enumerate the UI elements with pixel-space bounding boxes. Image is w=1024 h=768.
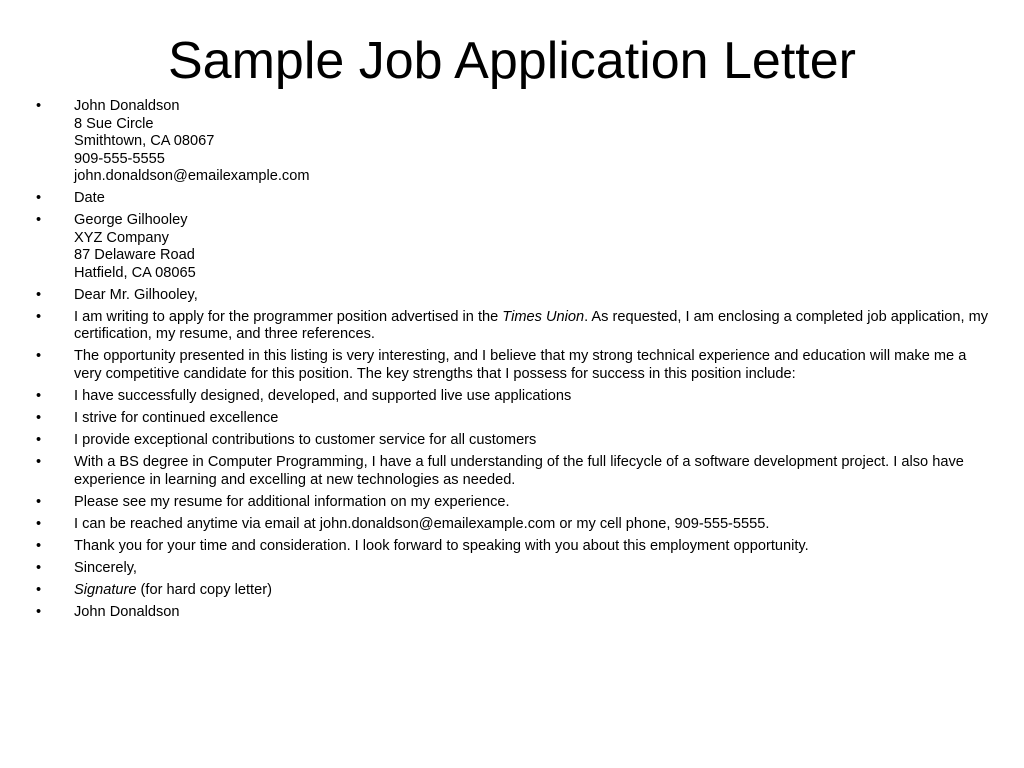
list-item-sender-address bbox=[36, 98, 996, 186]
bullet-dot: • bbox=[36, 286, 42, 303]
bullet-dot: • bbox=[36, 410, 42, 427]
list-item-recipient-address bbox=[36, 212, 996, 282]
sender-city: Smithtown, CA 08067 bbox=[74, 133, 215, 149]
bullet-list bbox=[36, 98, 996, 627]
list-item-salutation bbox=[36, 287, 996, 305]
recipient-city: Hatfield, CA 08065 bbox=[74, 264, 196, 281]
bullet-dot: • bbox=[36, 516, 42, 533]
list-item-intro-paragraph bbox=[36, 309, 996, 344]
sender-street: 8 Sue Circle bbox=[74, 115, 154, 132]
signature-note: (for hard copy letter) bbox=[136, 582, 272, 599]
list-item-thanks-paragraph bbox=[36, 538, 996, 556]
bullet-dot: • bbox=[36, 560, 42, 577]
signoff-name: John Donaldson bbox=[74, 604, 180, 621]
signature-line bbox=[74, 582, 996, 600]
list-item-degree-paragraph bbox=[36, 454, 996, 489]
list-item-signoff-name bbox=[36, 604, 996, 622]
list-item-date bbox=[36, 190, 996, 208]
opportunity-paragraph: The opportunity presented in this listing is very interesting, and I believe that my strong technical experience and education will make me a very competitive candidate for this position. The key strengths that I possess for success in this position include: bbox=[74, 348, 967, 382]
strength-text: I have successfully designed, developed, and supported live use applications bbox=[74, 388, 572, 405]
list-item-strength-1 bbox=[36, 388, 996, 406]
bullet-dot: • bbox=[36, 454, 42, 471]
bullet-dot: • bbox=[36, 98, 42, 114]
list-item-strength-2 bbox=[36, 410, 996, 428]
bullet-dot: • bbox=[36, 388, 42, 405]
bullet-dot: • bbox=[36, 348, 42, 365]
signature-placeholder: Signature bbox=[74, 582, 137, 599]
bullet-dot: • bbox=[36, 582, 42, 599]
contact-paragraph: I can be reached anytime via email at john.donaldson@emailexample.com or my cell phone, 909-555-5555. bbox=[74, 516, 770, 533]
slide-title: Sample Job Application Letter bbox=[168, 32, 856, 90]
list-item-signature bbox=[36, 582, 996, 600]
bullet-dot: • bbox=[36, 604, 42, 621]
strength-text: I strive for continued excellence bbox=[74, 410, 279, 427]
bullet-dot: • bbox=[36, 493, 42, 510]
intro-text-after: . As requested, I am enclosing a completed job application, my certification, my resume, and three references. bbox=[74, 308, 989, 343]
list-item-contact-paragraph bbox=[36, 516, 996, 534]
sender-email: john.donaldson@emailexample.com bbox=[74, 168, 310, 184]
intro-text-before: I am writing to apply for the programmer position advertised in the bbox=[74, 308, 503, 325]
date-text: Date bbox=[74, 190, 105, 207]
recipient-company: XYZ Company bbox=[74, 229, 169, 246]
bullet-dot: • bbox=[36, 190, 42, 207]
bullet-dot: • bbox=[36, 432, 42, 449]
bullet-dot: • bbox=[36, 212, 42, 229]
closing-text: Sincerely, bbox=[74, 560, 137, 577]
recipient-name: George Gilhooley bbox=[74, 212, 188, 229]
sender-phone: 909-555-5555 bbox=[74, 150, 165, 167]
resume-paragraph: Please see my resume for additional information on my experience. bbox=[74, 493, 510, 510]
list-item-opportunity-paragraph bbox=[36, 348, 996, 383]
strength-text: I provide exceptional contributions to customer service for all customers bbox=[74, 432, 537, 449]
list-item-closing bbox=[36, 560, 996, 578]
salutation-text: Dear Mr. Gilhooley, bbox=[74, 286, 198, 303]
list-item-resume-paragraph bbox=[36, 494, 996, 512]
intro-paragraph bbox=[74, 309, 996, 344]
bullet-dot: • bbox=[36, 538, 42, 555]
newspaper-name: Times Union bbox=[502, 308, 585, 325]
degree-paragraph: With a BS degree in Computer Programming, I have a full understanding of the full lifecycle of a software development project. I also have experience in learning and excelling at new technologies as needed. bbox=[74, 454, 964, 488]
list-item-strength-3 bbox=[36, 432, 996, 450]
recipient-street: 87 Delaware Road bbox=[74, 247, 195, 264]
bullet-dot: • bbox=[36, 308, 42, 325]
thanks-paragraph: Thank you for your time and consideration. I look forward to speaking with you about this employment opportunity. bbox=[74, 538, 809, 555]
sender-name: John Donaldson bbox=[74, 98, 180, 114]
